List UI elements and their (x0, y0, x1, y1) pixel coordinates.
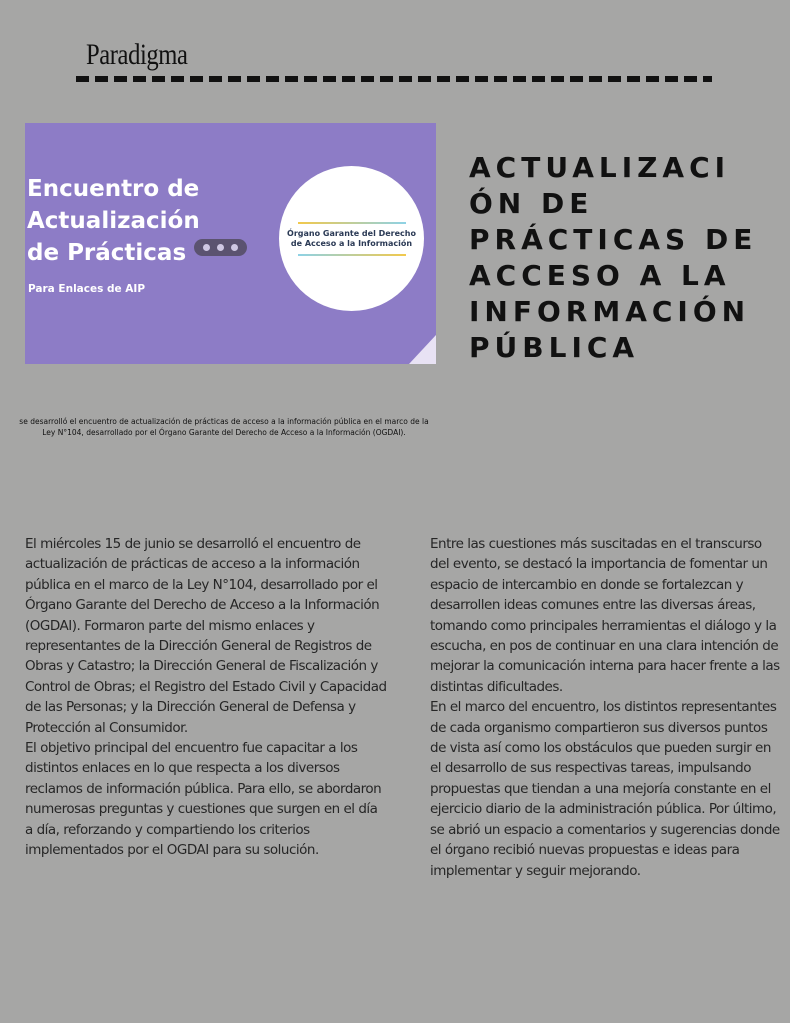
paragraph: Entre las cuestiones más suscitadas en el transcurso del evento, se destacó la importancia de fomentar un espacio de intercambio en donde se fortalezcan y desarrollen ideas comunes entre las diversas áreas, tomando como principales herramientas el diálogo y la escucha, en pos de continuar en una clara intención de mejorar la comunicación interna para hacer frente a las distintas dificultades. (430, 536, 780, 695)
paragraph: El objetivo principal del encuentro fue capacitar a los distintos enlaces en lo que respecta a los diversos reclamos de información pública. Para ello, se abordaron numerosas preguntas y cuestiones que surgen en el día a día, reforzando y compartiendo los criterios implementados por el OGDAI para su solución. (25, 740, 382, 859)
masthead-title: Paradigma (86, 38, 188, 71)
dashed-divider (76, 76, 712, 82)
media-controls-icon (194, 239, 247, 256)
control-dot-icon (231, 244, 238, 251)
paragraph: En el marco del encuentro, los distintos representantes de cada organismo compartieron sus diversos puntos de vista así como los obstáculos que pueden surgir en el desarrollo de sus respectivas tareas, impulsando propuestas que tiendan a una mejoría constante en el ejercicio diario de la administración pública. Por último, se abrió un espacio a comentarios y sugerencias donde el órgano recibió nuevas propuestas e ideas para implementar y seguir mejorando. (430, 699, 780, 879)
article-headline: ACTUALIZACI ÓN DE PRÁCTICAS DE ACCESO A LA INFORMACIÓN PÚBLICA (469, 151, 758, 364)
page-corner-icon (409, 335, 436, 364)
hero-image (25, 123, 436, 364)
image-caption: se desarrolló el encuentro de actualización de prácticas de acceso a la información pública en el marco de la Ley N°104, desarrollado por el Órgano Garante del Derecho de Acceso a la Información (OGDAI). (19, 417, 429, 437)
article-column-right (430, 534, 782, 881)
hero-title: Encuentro de Actualización de Prácticas (27, 176, 200, 266)
control-dot-icon (203, 244, 210, 251)
ogdai-logo (279, 166, 424, 311)
logo-text: Órgano Garante del Derecho de Acceso a la Información (287, 228, 416, 248)
hero-subtitle: Para Enlaces de AIP (28, 283, 146, 295)
logo-stripe (298, 222, 406, 224)
control-dot-icon (217, 244, 224, 251)
logo-stripe (298, 254, 406, 256)
article-column-left (25, 534, 387, 861)
paragraph: El miércoles 15 de junio se desarrolló el encuentro de actualización de prácticas de acceso a la información pública en el marco de la Ley N°104, desarrollado por el Órgano Garante del Derecho de Acceso a la Información (OGDAI). Formaron parte del mismo enlaces y representantes de la Dirección General de Registros de Obras y Catastro; la Dirección General de Fiscalización y Control de Obras; el Registro del Estado Civil y Capacidad de las Personas; y la Dirección General de Defensa y Protección al Consumidor. (25, 536, 387, 736)
